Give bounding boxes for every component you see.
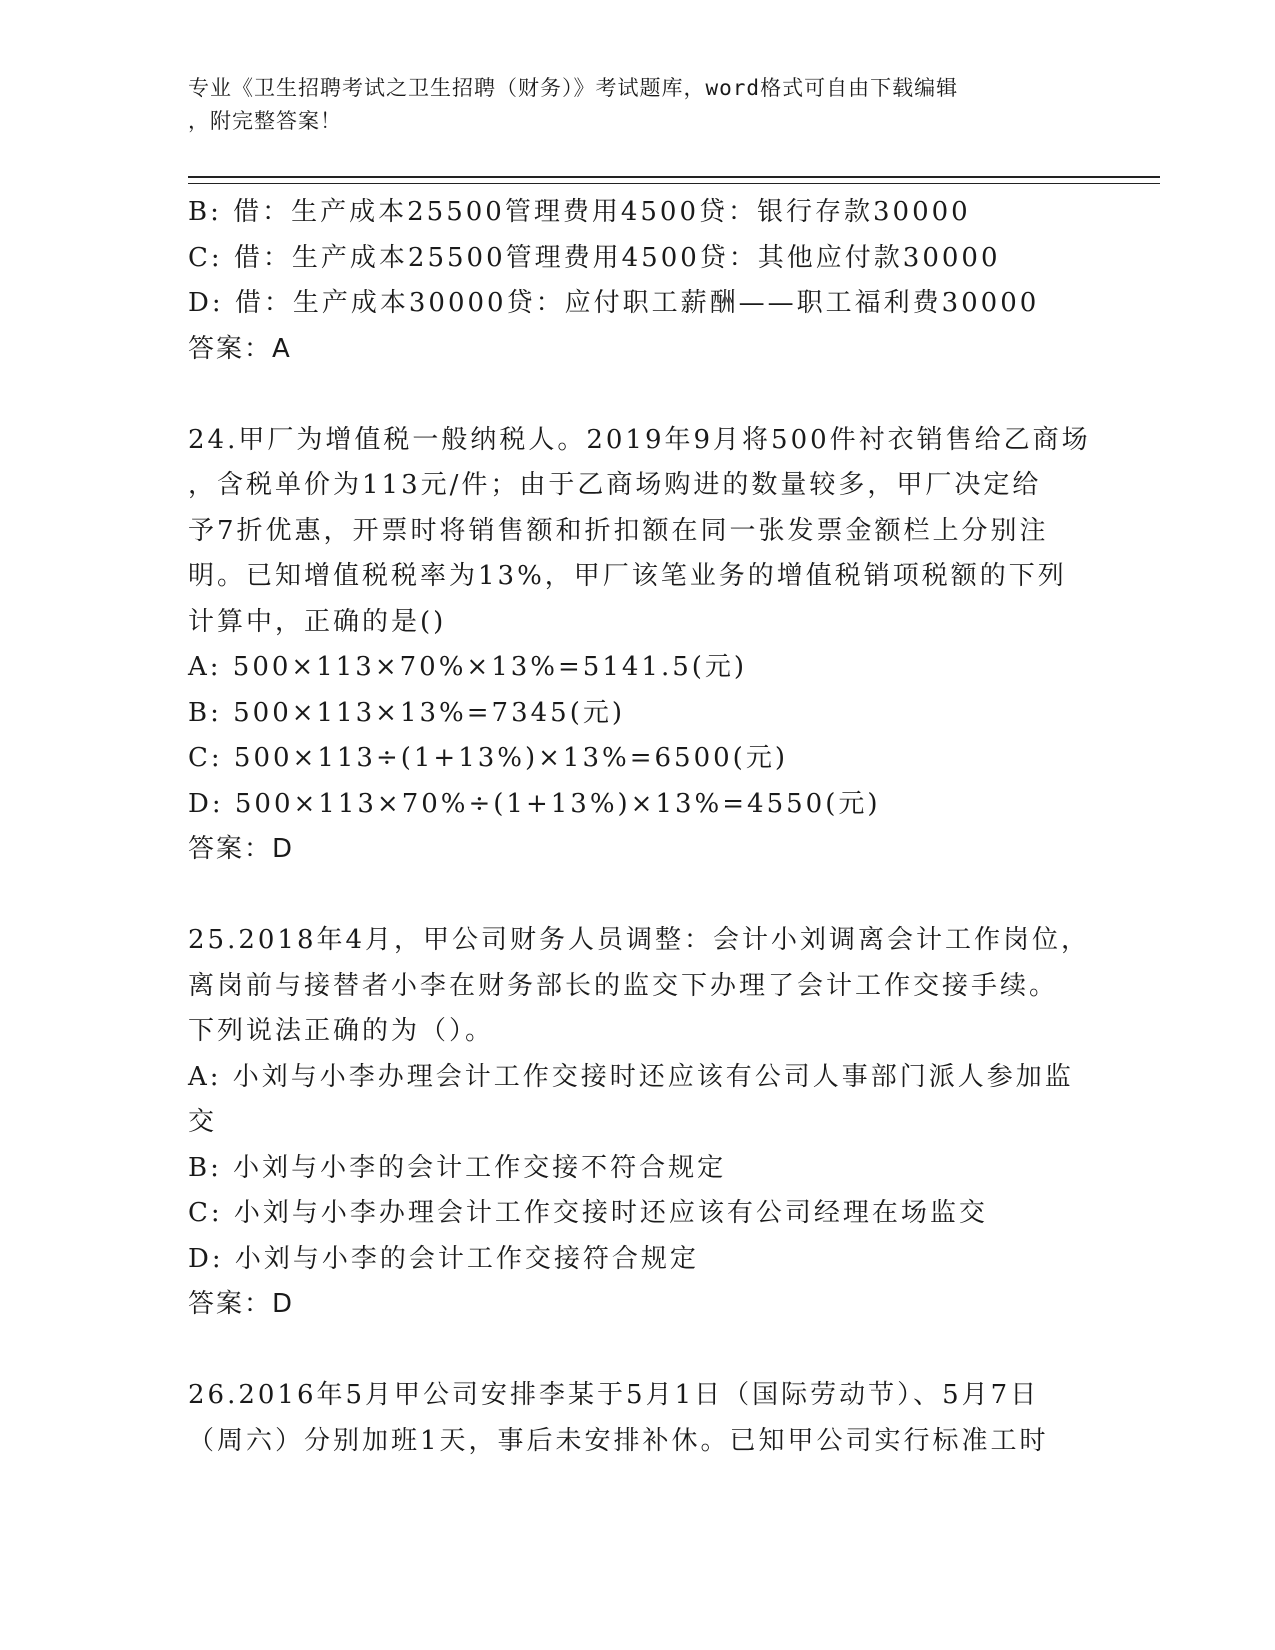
header-line-2: ，附完整答案！ [188,109,342,133]
option-c: C: 500×113÷(1+13%)×13%=6500(元) [188,743,788,773]
spacer [188,873,1088,919]
header-line-1: 专业《卫生招聘考试之卫生招聘（财务）》考试题库，word格式可自由下载编辑 [188,76,959,100]
option-b: B: 小刘与小李的会计工作交接不符合规定 [188,1152,727,1183]
question-stem-line: ，含税单价为113元/件；由于乙商场购进的数量较多，甲厂决定给 [188,470,1042,500]
header-divider-thin [188,183,1160,184]
answer-label: 答案：A [188,333,292,364]
option-d: D: 借：生产成本30000贷：应付职工薪酬——职工福利费30000 [188,288,1040,318]
spacer [188,372,1088,418]
question-stem-line: 24.甲厂为增值税一般纳税人。2019年9月将500件衬衣销售给乙商场 [188,424,1091,455]
question-stem-line: 离岗前与接替者小李在财务部长的监交下办理了会计工作交接手续。 [188,970,1059,1001]
question-25 [188,918,1091,1328]
answer-label: 答案：D [188,1289,295,1319]
question-stem-line: 下列说法正确的为（）。 [188,1016,495,1046]
option-b: B: 500×113×13%=7345(元) [188,697,625,728]
question-23-tail [188,190,1088,372]
question-stem-line: 计算中，正确的是() [188,606,447,637]
option-d: D: 500×113×70%÷(1+13%)×13%=4550(元) [188,788,881,819]
question-stem-line: （周六）分别加班1天，事后未安排补休。已知甲公司实行标准工时 [188,1425,1049,1456]
document-body [188,190,1091,1464]
answer-label: 答案：D [188,834,295,864]
option-a: A: 500×113×70%×13%=5141.5(元) [188,652,748,682]
question-stem-line: 予7折优惠，开票时将销售额和折扣额在同一张发票金额栏上分别注 [188,515,1049,546]
document-header [188,72,1068,138]
spacer [188,1328,1088,1374]
header-divider-thick [188,176,1160,178]
option-c: C: 借：生产成本25500管理费用4500贷：其他应付款30000 [188,242,1001,273]
option-a-continued: 交 [188,1107,218,1137]
question-stem-line: 明。已知增值税税率为13%，甲厂该笔业务的增值税销项税额的下列 [188,561,1067,591]
option-a: A: 小刘与小李办理会计工作交接时还应该有公司人事部门派人参加监 [188,1061,1074,1092]
option-d: D: 小刘与小李的会计工作交接符合规定 [188,1243,699,1274]
option-b: B: 借：生产成本25500管理费用4500贷：银行存款30000 [188,197,971,227]
question-26 [188,1373,1088,1464]
question-stem-line: 25.2018年4月，甲公司财务人员调整：会计小刘调离会计工作岗位， [188,925,1091,955]
option-c: C: 小刘与小李办理会计工作交接时还应该有公司经理在场监交 [188,1198,988,1228]
question-stem-line: 26.2016年5月甲公司安排李某于5月1日（国际劳动节）、5月7日 [188,1380,1040,1410]
question-24 [188,418,1091,873]
